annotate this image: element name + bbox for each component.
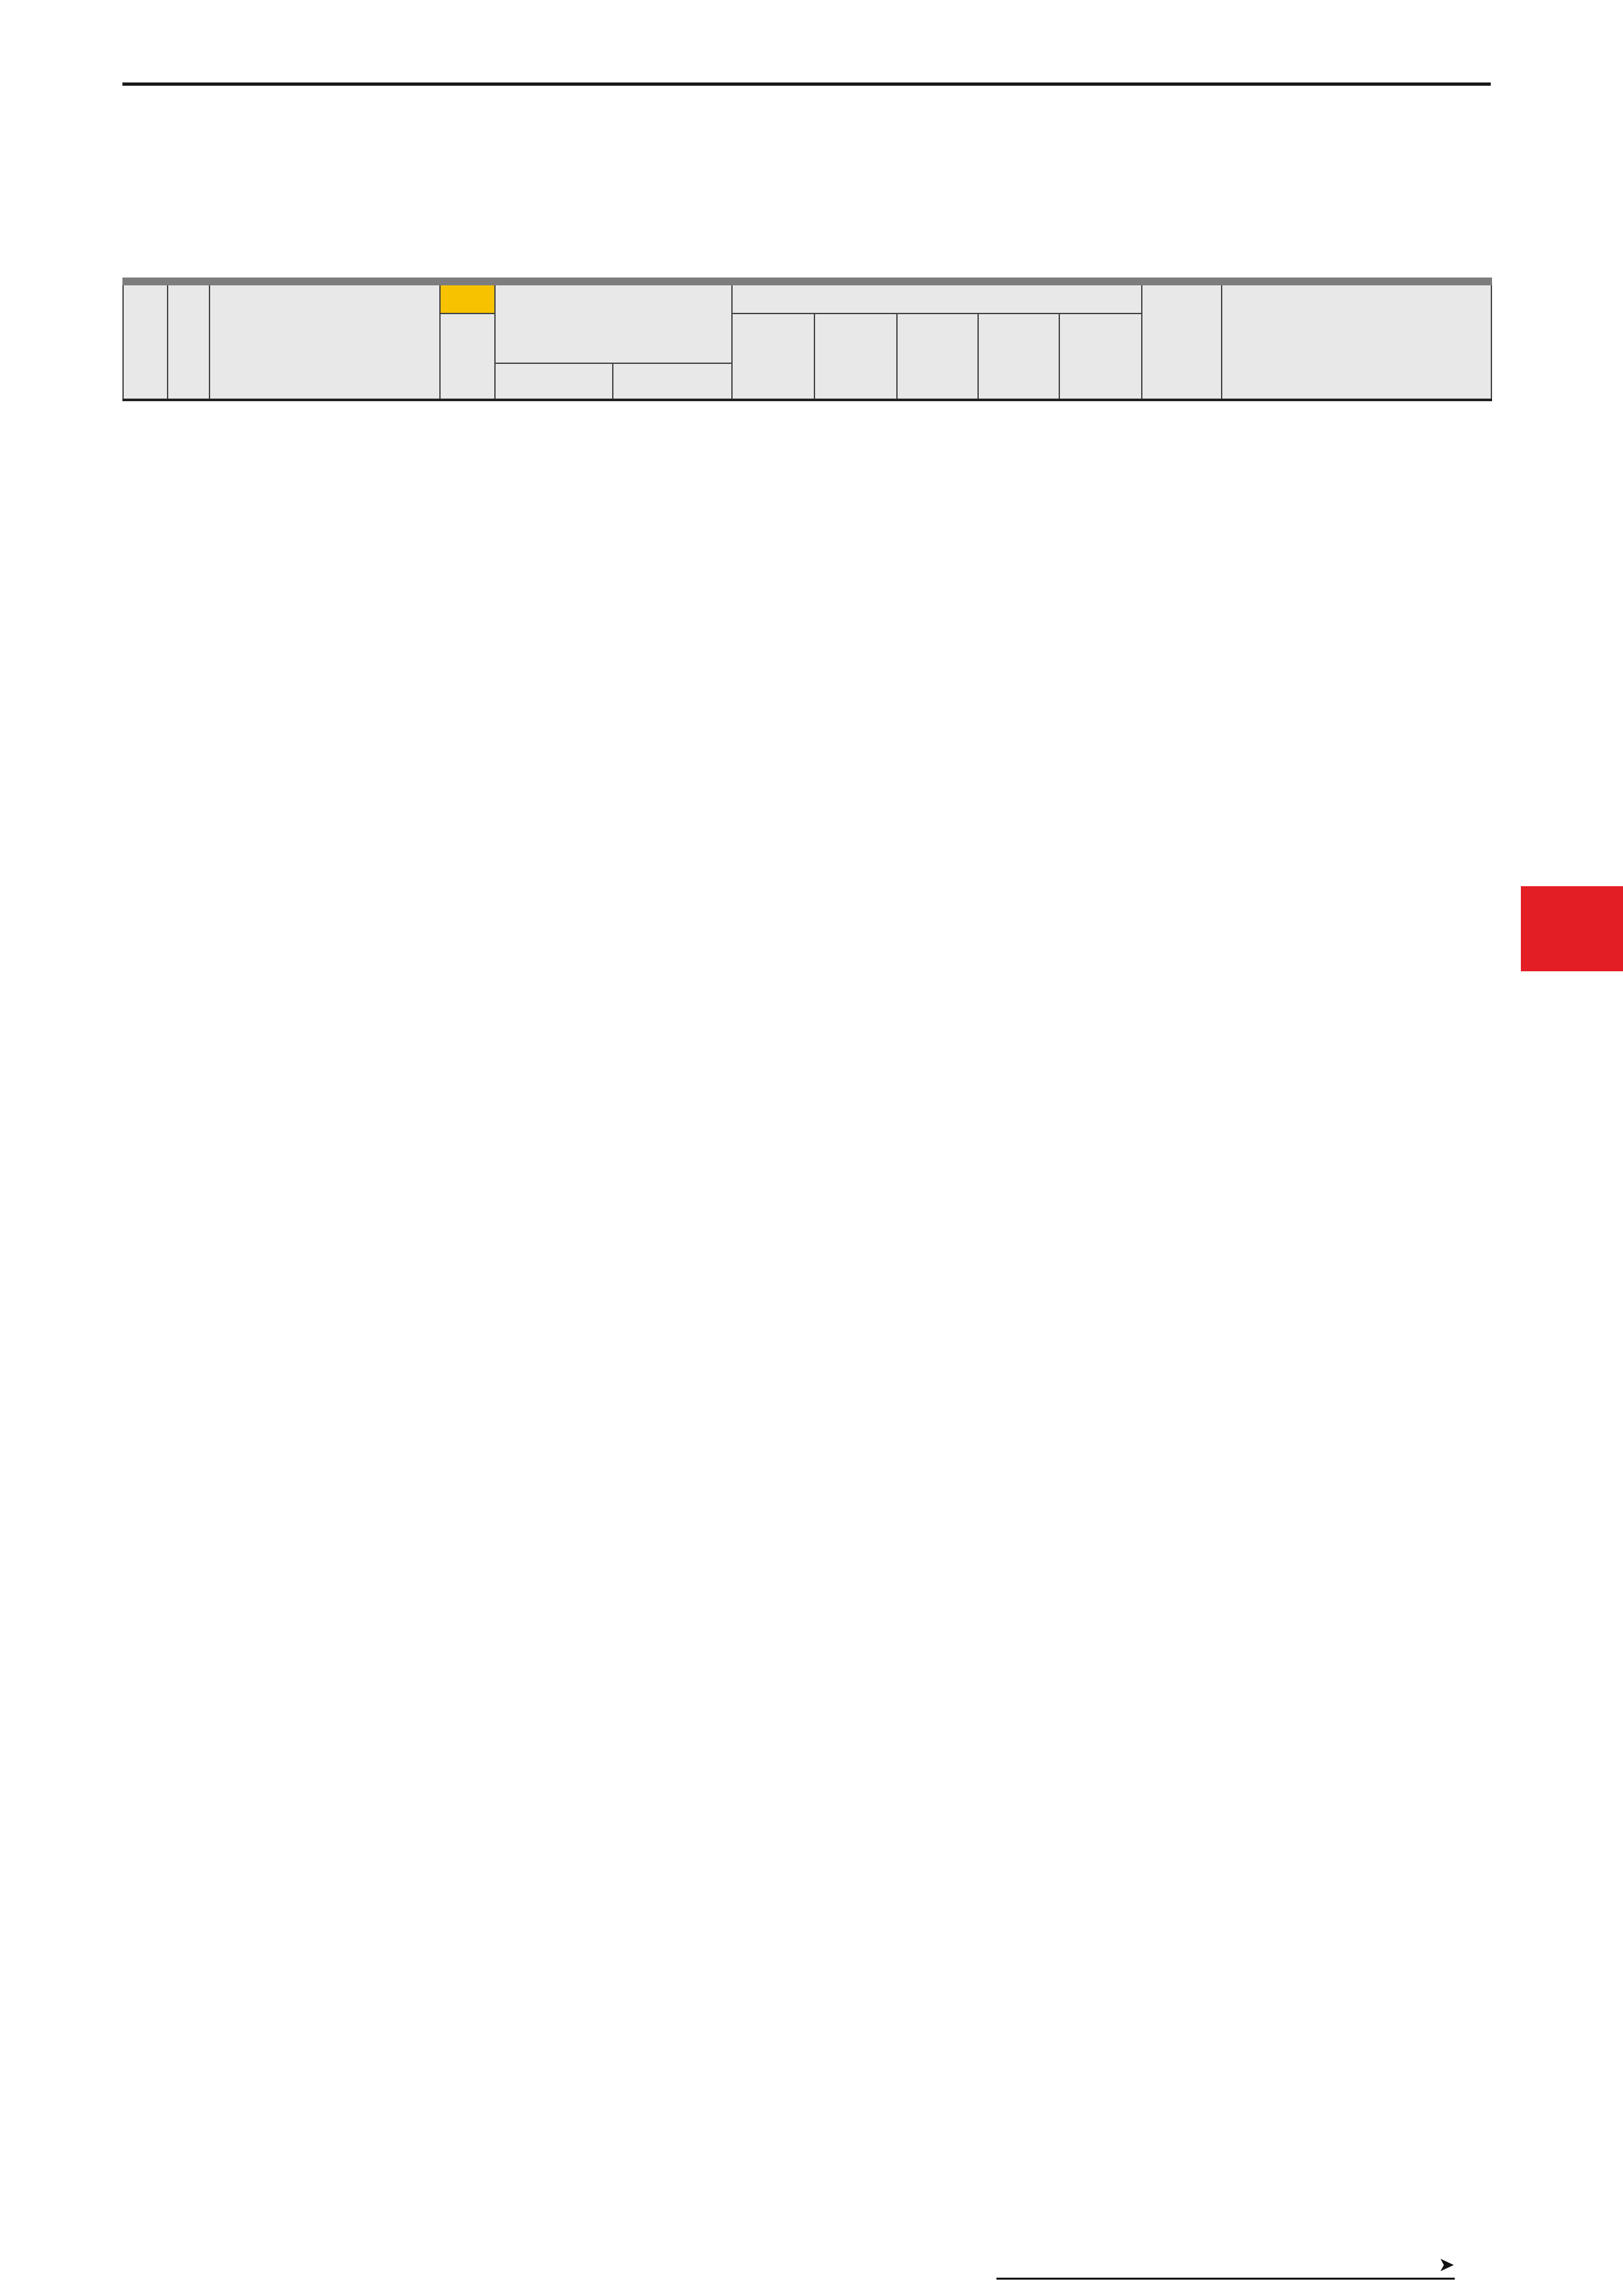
catalog-table	[122, 278, 1492, 401]
header-ic	[732, 314, 814, 400]
header-order-number	[210, 281, 440, 400]
header-dimensions	[732, 281, 1142, 314]
guide-ref: ➤	[1438, 2254, 1455, 2276]
section-tab-g[interactable]	[1521, 886, 1623, 971]
cutting-depth-guide-link[interactable]	[996, 2253, 1455, 2280]
header-grade-vp10mf	[440, 314, 495, 400]
table-header	[123, 281, 1491, 400]
header-pdy	[897, 314, 978, 400]
header-coated	[440, 281, 495, 314]
top-rule	[122, 82, 1491, 86]
header-total-cutting-depth	[1142, 281, 1222, 400]
header-s	[814, 314, 897, 400]
header-type	[123, 281, 168, 400]
header-geometry	[1222, 281, 1491, 400]
header-pdx	[978, 314, 1059, 400]
section-label-threading	[1540, 985, 1566, 1103]
header-re	[1059, 314, 1142, 400]
header-pitch-tpi	[613, 363, 732, 400]
header-pitch	[495, 281, 732, 363]
header-thread-tolerance	[168, 281, 210, 400]
header-pitch-mm	[495, 363, 613, 400]
